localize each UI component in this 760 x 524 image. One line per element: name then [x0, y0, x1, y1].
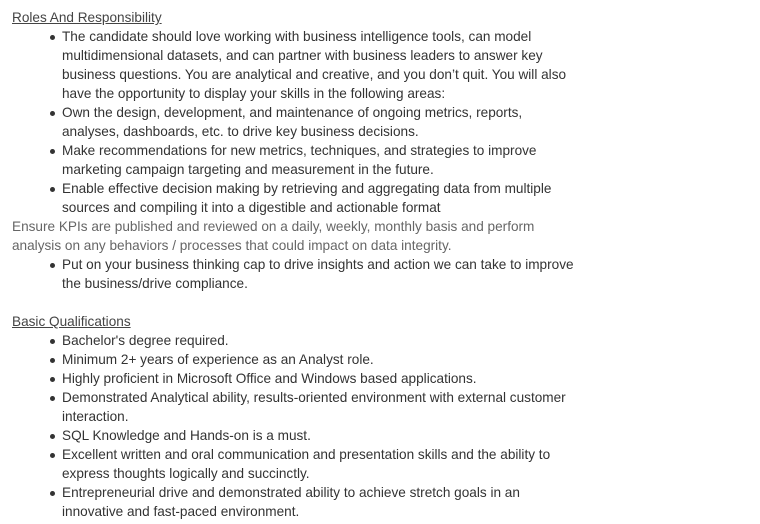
list-item: Enable effective decision making by retrieving and aggregating data from multiple sources and compiling it into a digestible and actionable format [62, 179, 582, 217]
list-item: SQL Knowledge and Hands-on is a must. [62, 426, 582, 445]
list-item: Entrepreneurial drive and demonstrated ability to achieve stretch goals in an innovative and fast-paced environment. [62, 483, 582, 521]
roles-heading: Roles And Responsibility [12, 10, 162, 25]
qualifications-heading: Basic Qualifications [12, 314, 131, 329]
spacer [12, 293, 582, 312]
roles-list [12, 27, 582, 217]
list-item: Make recommendations for new metrics, techniques, and strategies to improve marketing campaign targeting and measurement in the future. [62, 141, 582, 179]
list-item: Put on your business thinking cap to drive insights and action we can take to improve the business/drive compliance. [62, 255, 582, 293]
kpi-paragraph: Ensure KPIs are published and reviewed on a daily, weekly, monthly basis and perform analysis on any behaviors / processes that could impact on data integrity. [12, 219, 535, 253]
list-item: The candidate should love working with business intelligence tools, can model multidimensional datasets, and can partner with business leaders to answer key business questions. You are analytical and creative, and you don’t quit. You will also have the opportunity to display your skills in the following areas: [62, 27, 582, 103]
list-item: Bachelor's degree required. [62, 331, 582, 350]
list-item: Highly proficient in Microsoft Office and Windows based applications. [62, 369, 582, 388]
list-item: Minimum 2+ years of experience as an Analyst role. [62, 350, 582, 369]
roles-list-continued [12, 255, 582, 293]
list-item: Demonstrated Analytical ability, results-oriented environment with external customer interaction. [62, 388, 582, 426]
list-item: Excellent written and oral communication and presentation skills and the ability to express thoughts logically and succinctly. [62, 445, 582, 483]
list-item: Own the design, development, and maintenance of ongoing metrics, reports, analyses, dashboards, etc. to drive key business decisions. [62, 103, 582, 141]
qualifications-list [12, 331, 582, 521]
